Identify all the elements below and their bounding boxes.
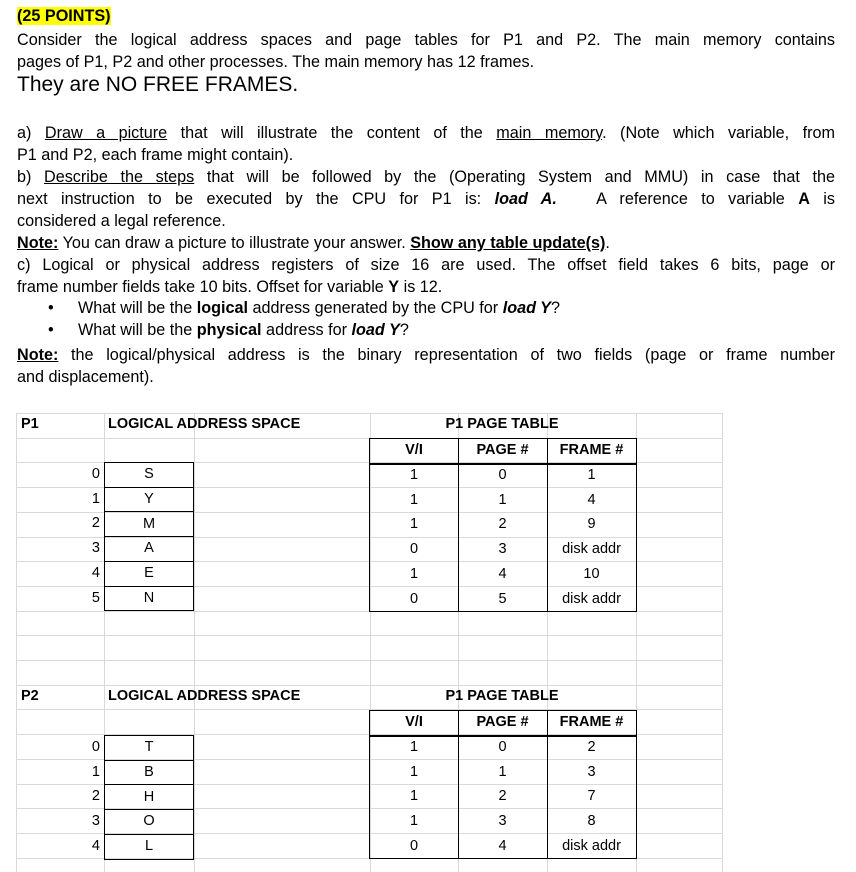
part-b-line-1	[17, 167, 835, 189]
p2-page-number: 0	[91, 739, 100, 755]
part-b-describe-steps: Describe the steps	[44, 168, 195, 186]
p2-las-var: T	[144, 739, 154, 756]
p2-pt-cell: 1	[409, 813, 419, 830]
p1-pt-cell: 1	[409, 516, 419, 533]
p1-page-number: 2	[91, 515, 100, 532]
bullet-2e: ?	[399, 321, 409, 339]
grid-hline	[16, 685, 723, 686]
part-b-prefix: b)	[17, 168, 44, 186]
p1-pt-cell: disk addr	[562, 541, 621, 558]
p1-page-number: 0	[91, 466, 100, 482]
part-b-rest: that will be followed by the (Operating System and MMU) in case that the	[194, 168, 835, 186]
p2-las-title: LOGICAL ADDRESS SPACE	[108, 688, 301, 704]
part-a-line-1	[17, 123, 835, 145]
points-label: (25 POINTS)	[17, 7, 111, 25]
p2-pt-cell: 0	[498, 739, 507, 756]
part-c-var-y: Y	[388, 278, 400, 296]
p1-las-var: A	[144, 540, 154, 557]
p2-pt-cell: 8	[587, 813, 596, 830]
p2-pt-header: FRAME #	[559, 714, 624, 731]
part-a-line-2: P1 and P2, each frame might contain).	[17, 146, 294, 164]
part-b-line2c: A reference to variable	[556, 190, 799, 208]
part-b-load-a: load A.	[494, 190, 557, 208]
bullet-1c: address generated by the CPU for	[248, 299, 503, 317]
p2-page-number: 2	[91, 788, 100, 805]
p2-pt-cell: 0	[409, 837, 419, 854]
p1-pt-cell: 0	[409, 541, 419, 558]
part-b-line2e: is	[809, 190, 835, 208]
p1-pt-cell: 10	[583, 565, 600, 582]
bullet-2b: physical	[196, 321, 262, 339]
bullet-2	[78, 321, 409, 340]
p2-pt-cell: 1	[409, 739, 419, 756]
p1-pt-cell: 1	[409, 467, 419, 484]
p2-pt-cell: 1	[498, 763, 507, 780]
p1-label: P1	[21, 416, 39, 432]
p1-las-var: Y	[144, 491, 154, 508]
p2-pt-header: V/I	[405, 714, 423, 731]
p1-pt-header: PAGE #	[476, 442, 529, 459]
bullet-1-marker: •	[48, 299, 54, 317]
grid-vline	[194, 413, 195, 872]
part-b-note-link: Show any table update(s)	[410, 234, 606, 252]
p1-pt-header: V/I	[405, 442, 423, 459]
p1-page-number: 5	[91, 589, 100, 606]
p1-las-var: E	[144, 565, 154, 582]
intro-line-2: pages of P1, P2 and other processes. The main memory has 12 frames.	[17, 53, 535, 71]
p1-pt-cell: 3	[498, 541, 507, 558]
p2-pt-cell: 2	[587, 739, 596, 756]
p2-page-number: 1	[91, 763, 100, 780]
p2-pt-cell: 1	[409, 763, 419, 780]
bullet-2-marker: •	[48, 321, 54, 339]
part-c-line2c: is 12.	[399, 278, 443, 296]
grid-vline	[722, 413, 723, 872]
p1-pt-cell: 2	[498, 516, 507, 533]
p1-page-number: 1	[91, 490, 100, 507]
grid-vline	[16, 413, 17, 872]
part-a-main-memory: main memory	[496, 124, 603, 142]
grid-hline	[16, 413, 723, 414]
part-a-rest: . (Note which variable, from	[602, 124, 835, 142]
bullet-2d: load Y	[351, 321, 400, 339]
bullet-2a: What will be the	[78, 321, 197, 339]
p1-las-var: M	[142, 515, 156, 532]
p2-pt-cell: 7	[587, 788, 596, 805]
grid-hline	[16, 660, 723, 661]
p1-pt-cell: 9	[587, 516, 596, 533]
p1-pt-cell: disk addr	[562, 590, 621, 607]
p1-pt-cell: 1	[587, 467, 596, 484]
part-c-note-label: Note:	[17, 346, 59, 364]
p1-las-var: S	[144, 466, 154, 483]
part-b-var-a: A	[798, 190, 810, 208]
p1-las-var: N	[143, 589, 155, 606]
part-a-draw-picture: Draw a picture	[44, 124, 168, 142]
p2-pt-cell: 1	[409, 788, 419, 805]
p2-pt-cell: 2	[498, 788, 507, 805]
bullet-1	[78, 299, 560, 318]
p2-las-var: B	[144, 764, 154, 781]
p2-las-var: O	[143, 813, 155, 830]
grid-hline	[16, 635, 723, 636]
p1-page-number: 3	[91, 540, 100, 557]
intro-line-1: Consider the logical address spaces and page tables for P1 and P2. The main memory contains	[17, 31, 835, 49]
part-b-note	[17, 233, 835, 255]
part-b-line-2	[17, 189, 835, 211]
p2-pt-cell: disk addr	[562, 837, 621, 854]
part-a-mid: that will illustrate the content of the	[167, 124, 497, 142]
p1-las-title: LOGICAL ADDRESS SPACE	[108, 416, 301, 432]
part-c-note-text: the logical/physical address is the binary representation of two fields (page or frame number	[58, 346, 835, 364]
p1-pt-cell: 1	[409, 491, 419, 508]
p2-label: P2	[21, 688, 39, 704]
p2-pt-header: PAGE #	[476, 714, 529, 731]
p2-las-var: L	[144, 838, 154, 855]
p1-pt-cell: 4	[498, 565, 507, 582]
bullet-2c: address for	[261, 321, 352, 339]
bullet-1a: What will be the	[78, 299, 197, 317]
part-c-note-line-2: and displacement).	[17, 368, 154, 386]
p1-page-number: 4	[91, 564, 100, 581]
p1-pt-cell: 5	[498, 590, 507, 607]
part-c-note-line-1	[17, 345, 835, 367]
p1-pt-cell: 1	[498, 491, 507, 508]
p1-pt-title: P1 PAGE TABLE	[445, 416, 559, 432]
p2-las-var: H	[143, 788, 155, 805]
part-b-note-label: Note:	[17, 234, 59, 252]
part-b-note-end: .	[605, 234, 610, 252]
p2-pt-cell: 3	[498, 813, 507, 830]
p2-pt-cell: 3	[587, 763, 596, 780]
p1-pt-cell: 4	[587, 491, 596, 508]
bullet-1d: load Y	[502, 299, 551, 317]
part-c-line-2	[17, 277, 835, 299]
bullet-1e: ?	[550, 299, 560, 317]
part-b-line2a: next instruction to be executed by the CPU for P1 is:	[17, 190, 495, 208]
p2-page-number: 3	[91, 813, 100, 830]
p2-page-number: 4	[91, 837, 100, 854]
part-b-note-text: You can draw a picture to illustrate your answer.	[58, 234, 411, 252]
intro-line-3: They are NO FREE FRAMES.	[17, 73, 299, 96]
points-heading	[17, 6, 835, 28]
part-a-prefix: a)	[17, 124, 45, 142]
bullet-1b: logical	[196, 299, 249, 317]
p2-pt-cell: 4	[498, 837, 507, 854]
p1-pt-header: FRAME #	[559, 442, 624, 459]
p1-pt-cell: 1	[409, 565, 419, 582]
p1-pt-cell: 0	[498, 467, 507, 484]
part-b-line-3: considered a legal reference.	[17, 212, 226, 230]
part-c-line2a: frame number fields take 10 bits. Offset for variable	[17, 278, 389, 296]
part-c-line-1: c) Logical or physical address registers of size 16 are used. The offset field takes 6 bits, page or	[17, 256, 835, 274]
p1-pt-cell: 0	[409, 590, 419, 607]
p2-pt-title: P1 PAGE TABLE	[445, 688, 559, 704]
